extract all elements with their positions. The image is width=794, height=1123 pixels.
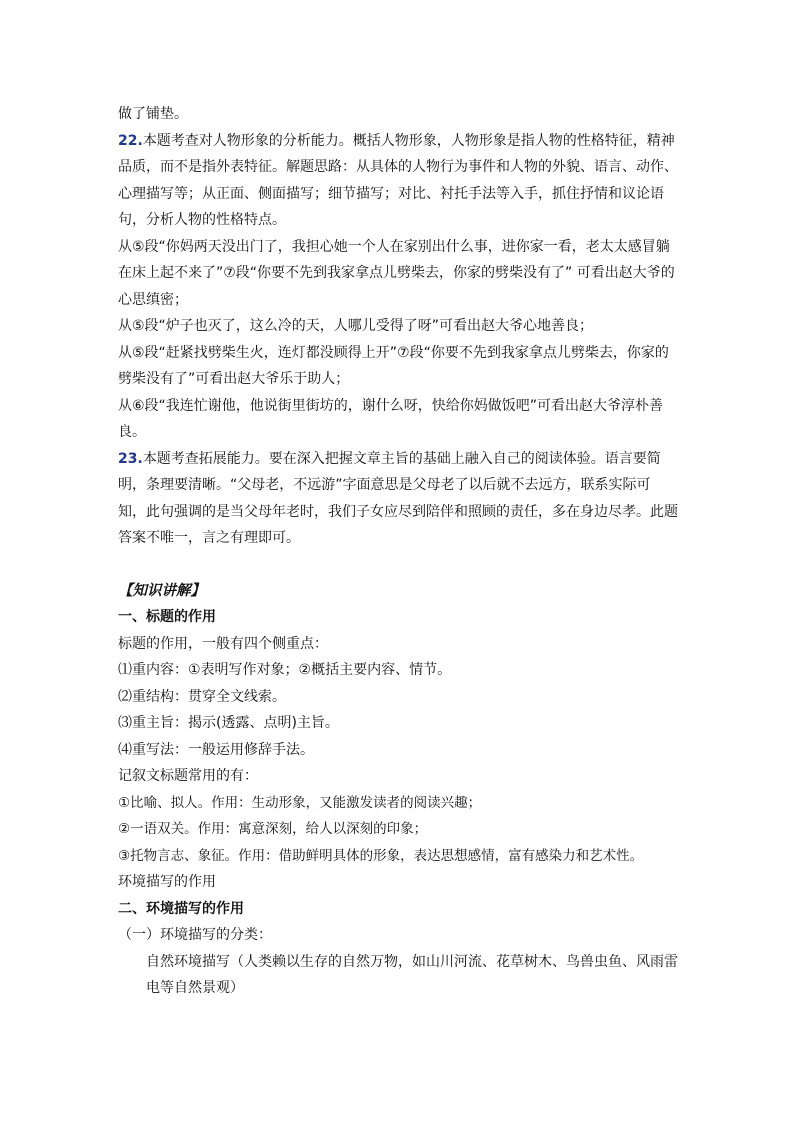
answer-22-number: 22. <box>118 132 143 149</box>
spacer <box>118 552 678 578</box>
section-1-intro: 标题的作用，一般有四个侧重点： <box>118 635 328 652</box>
env-plain-heading: 环境描写的作用 <box>118 874 216 890</box>
sub-heading-1: （一）环境描写的分类： <box>118 927 272 943</box>
evidence-3: 从⑤段“赶紧找劈柴生火，连灯都没顾得上开”⑦段“你要不先到我家拿点儿劈柴去，你家的劈柴没有了”可看出赵大爷乐于助人； <box>118 344 669 387</box>
narrative-item-3: ③托物言志、象征。作用：借助鲜明具体的形象，表达思想感情，富有感染力和艺术性。 <box>118 847 644 864</box>
knowledge-header: 【知识讲解】 <box>118 581 205 599</box>
point-4: ⑷重写法：一般运用修辞手法。 <box>118 741 314 758</box>
point-3: ⑶重主旨：揭示(透露、点明)主旨。 <box>118 715 339 731</box>
answer-23 <box>118 446 678 552</box>
narrative-item-2: ②一语双关。作用：寓意深刻，给人以深刻的印象； <box>118 821 428 837</box>
document-body <box>118 101 678 1002</box>
answer-22-text: 本题考查对人物形象的分析能力。概括人物形象，人物形象是指人物的性格特征，精神品质，而不是指外表特征。解题思路：从具体的人物行为事件和人物的外貌、语言、动作、心理描写等；从正面、侧面描写；细节描写；对比、衬托手法等入手，抓住抒情和议论语句，分析人物的性格特点。 <box>118 132 678 228</box>
answer-22 <box>118 128 678 234</box>
evidence-2: 从⑤段“炉子也灭了，这么冷的天，人哪儿受得了呀”可看出赵大爷心地善良； <box>118 318 594 334</box>
evidence-1: 从⑤段“你妈两天没出门了，我担心她一个人在家别出什么事，进你家一看，老太太感冒躺在床上起不来了”⑦段“你要不先到我家拿点儿劈柴去，你家的劈柴没有了” 可看出赵大爷的心思缜密； <box>118 238 675 308</box>
section-1-title: 一、标题的作用 <box>118 609 216 625</box>
narrative-item-1: ①比喻、拟人。作用：生动形象，又能激发读者的阅读兴趣； <box>118 794 482 811</box>
evidence-4: 从⑥段“我连忙谢他，他说街里街坊的，谢什么呀，快给你妈做饭吧”可看出赵大爷淳朴善良。 <box>118 397 664 440</box>
answer-23-number: 23. <box>118 450 143 467</box>
point-1: ⑴重内容：①表明写作对象；②概括主要内容、情节。 <box>118 662 452 678</box>
section-2-title: 二、环境描写的作用 <box>118 900 244 917</box>
natural-env-text: 自然环境描写（人类赖以生存的自然万物，如山川河流、花草树木、鸟兽虫鱼、风雨雷电等自然景观） <box>146 953 678 996</box>
narrative-label: 记叙文标题常用的有： <box>118 768 258 784</box>
point-2: ⑵重结构：贯穿全文线索。 <box>118 688 286 705</box>
answer-23-text: 本题考查拓展能力。要在深入把握文章主旨的基础上融入自己的阅读体验。语言要简明，条理要清晰。“父母老，不远游”字面意思是父母老了以后就不去远方，联系实际可知，此句强调的是当父母年老时，我们子女应尽到陪伴和照顾的责任，多在身边尽孝。此题答案不唯一，言之有理即可。 <box>118 450 678 546</box>
carryover-line: 做了铺垫。 <box>118 106 188 122</box>
